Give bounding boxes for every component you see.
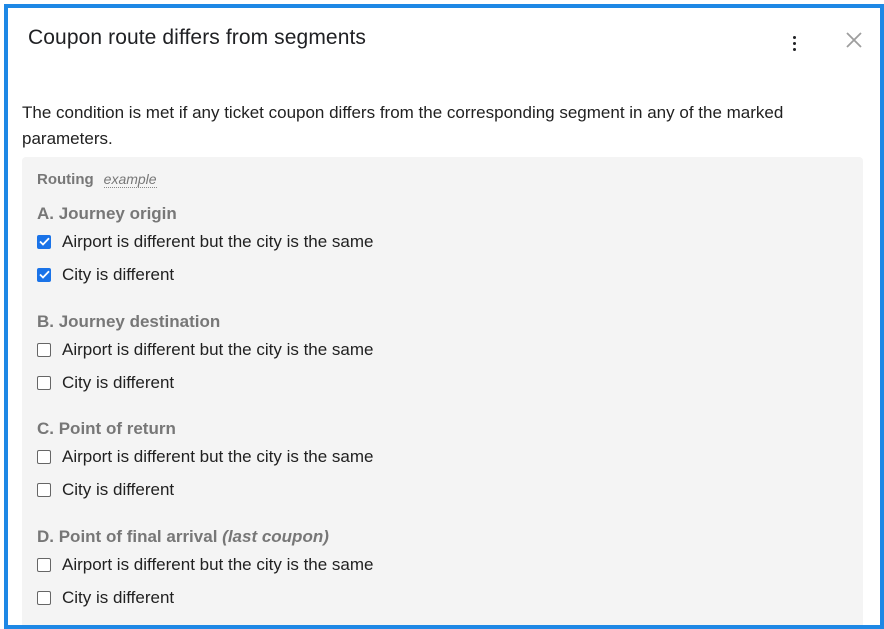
more-vert-icon[interactable]	[786, 32, 802, 54]
dialog-window	[4, 4, 884, 629]
routing-panel-title: Routing	[37, 171, 94, 188]
checkbox[interactable]	[37, 591, 51, 605]
checkbox[interactable]	[37, 450, 51, 464]
group-title-suffix: (last coupon)	[222, 527, 329, 546]
group-title: D. Point of final arrival (last coupon)	[37, 527, 329, 546]
close-icon[interactable]	[842, 28, 866, 52]
option-label: City is different	[62, 479, 175, 499]
group-journey-destination	[37, 311, 374, 399]
option-label: City is different	[62, 264, 175, 284]
group-title: A. Journey origin	[37, 204, 177, 223]
group-title: C. Point of return	[37, 419, 176, 438]
checkbox[interactable]	[37, 558, 51, 572]
dialog-title: Coupon route differs from segments	[28, 26, 367, 49]
option-return-airport[interactable]	[37, 440, 374, 473]
option-label: Airport is different but the city is the same	[62, 339, 374, 359]
option-label: City is different	[62, 587, 175, 607]
routing-panel	[22, 157, 863, 629]
option-destination-airport[interactable]	[37, 333, 374, 366]
group-title: B. Journey destination	[37, 312, 221, 331]
checkbox[interactable]	[37, 376, 51, 390]
checkbox[interactable]	[37, 343, 51, 357]
option-return-city[interactable]	[37, 473, 374, 506]
checkbox[interactable]	[37, 268, 51, 282]
condition-description: The condition is met if any ticket coupon differs from the corresponding segment in any of the marked parameters.	[22, 103, 784, 148]
option-label: Airport is different but the city is the same	[62, 554, 374, 574]
option-final-arrival-airport[interactable]	[37, 548, 374, 581]
example-link[interactable]: example	[103, 171, 157, 187]
routing-panel-header	[37, 171, 157, 188]
option-final-arrival-city[interactable]	[37, 581, 374, 614]
option-label: City is different	[62, 372, 175, 392]
group-journey-origin	[37, 203, 374, 291]
checkbox[interactable]	[37, 235, 51, 249]
option-origin-city[interactable]	[37, 258, 374, 291]
option-origin-airport[interactable]	[37, 225, 374, 258]
option-label: Airport is different but the city is the same	[62, 446, 374, 466]
option-label: Airport is different but the city is the same	[62, 231, 374, 251]
group-point-of-return	[37, 418, 374, 506]
checkbox[interactable]	[37, 483, 51, 497]
option-destination-city[interactable]	[37, 366, 374, 399]
group-point-of-final-arrival	[37, 526, 374, 614]
